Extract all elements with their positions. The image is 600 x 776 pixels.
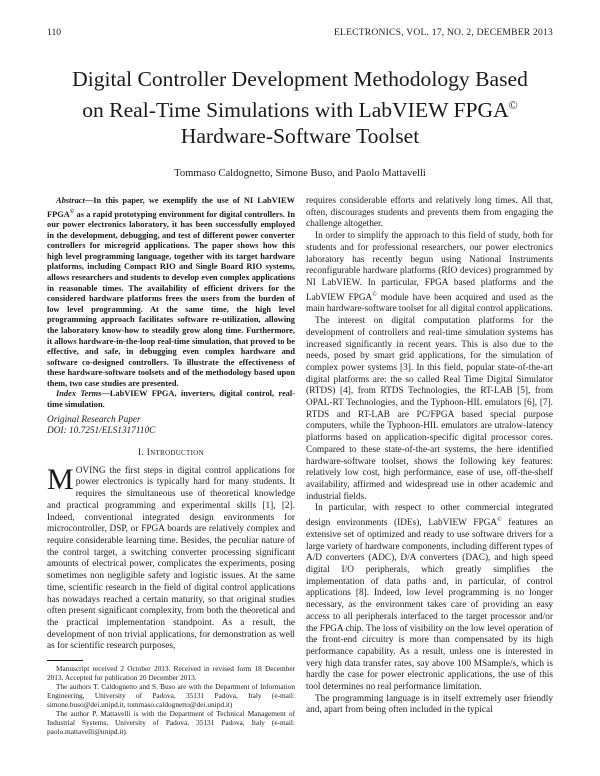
running-header (47, 27, 553, 39)
doi: DOI: 10.7251/ELS1317110C (47, 426, 156, 437)
left-column (47, 196, 295, 736)
author-list: Tommaso Caldognetto, Simone Buso, and Paolo Mattavelli (174, 168, 426, 179)
section-heading: I. Introduction (138, 448, 204, 459)
footnote-authors-2: The author P. Mattavelli is with the Department of Technical Management of Industrial Systems, University of Padova, 35131 Padova, Italy (e-mail: paolo.mattavelli@unipd.it). (47, 709, 295, 737)
title-line-1: Digital Controller Development Methodology Based (72, 67, 528, 91)
intro-paragraph: MOVING the first steps in digital control applications for power electronics is typically hard for many students. It requires the simultaneous use of theoretical knowledge and practical programming and experimental skills [1], [2]. Indeed, conventional integrated design environments for microcontroller, DSP, or FPGA boards are relatively complex and require considerable learning time. Besides, the peculiar nature of the control target, a switching converter processing significant amounts of electrical power, complicates the experiments, posing sometimes non negligible safety and logistic issues. At the same time, scientific research in the field of digital control applications has nowadays reached a certain maturity, so that original studies often present significant complexity, from both the theoretical and the practical implementation standpoint. As a result, the development of non trivial applications, for demonstration as well as for scientific research purposes, (47, 462, 295, 652)
footnote-rule (47, 660, 83, 661)
body-paragraph-4: In particular, with respect to other commercial integrated design environments (IDEs), LabVIEW FPGA© features an extensive set of optimized and ready to use software drivers for a large variety of hardware components, including different types of A/D converters (ADC), D/A converters (DAC), and high speed digital I/O peripherals, which greatly simplifies the implementation of data paths and, in particular, of control applications [8]. Indeed, low level programming is no longer necessary, as the environment takes care of providing an easy access to all peripherals interfaced to the target processor and/or the FPGA chip. The loss of visibility on the low level operation of the front-end circuitry is more than compensated by its high performance capability. As a result, unless one is interested in very high data transfer rates, say above 100 MSample/s, which is hardly the case for power electronic applications, the use of this tool determines no real performance limitation. (306, 503, 554, 693)
title-line-2: on Real-Time Simulations with LabVIEW FPGA© (82, 98, 518, 123)
body-paragraph-5: The programming language is in itself extremely user friendly and, apart from being often included in the typical (306, 693, 553, 716)
page-number: 110 (47, 27, 62, 38)
body-paragraph-3: The interest on digital computation platforms for the development of controllers and real-time simulation systems has increased significantly in recent years. This is also due to the needs, posed by smart grid applications, for the simulation of complex power systems [3]. In this field, popular state-of-the-art digital platforms are: the so called Real Time Digital Simulator (RTDS) [4], from RTDS Technologies, the RT-LAB [5], from OPAL-RT Technologies, and the Typhoon-HIL emulators [6], [7]. RTDS and RT-LAB are PC/FPGA based special purpose computers, while the Typhoon-HIL emulators are utralow-latency platforms based on application-specific digital processor cores. Compared to these state-of-the-art systems, the here identified hardware-software toolset, shows the following key features: relatively low cost, high performance, ease of use, off-the-shelf availability, affirmed and widespread use in other academic and industrial fields. (306, 316, 553, 502)
journal-name: ELECTRONICS, VOL. 17, NO. 2, DECEMBER 2013 (333, 27, 553, 38)
abstract: Abstract—In this paper, we exemplify the use of NI LabVIEW FPGA© as a rapid prototyping environment for digital controllers. In our power electronics laboratory, it has been successfully employed in the development, debugging, and test of different power converter controllers for microgrid applications. The paper shows how this high level programming language, together with its target hardware platforms, including Compact RIO and Single Board RIO systems, allows researchers and students to develop even complex applications in reasonable times. The availability of efficient drivers for the considered hardware platforms frees the users from the burden of low level programming. At the same time, the high level programming approach facilitates software re-utilization, allowing the laboratory know-how to steadily grow along time. Furthermore, it allows hardware-in-the-loop real-time simulation, that proved to be effective, and safe, in debugging even complex hardware and software co-designed controllers. To illustrate the effectiveness of these hardware-software toolsets and of the methodology based upon them, two case studies are presented. (47, 196, 295, 388)
title-line-3: Hardware-Software Toolset (180, 124, 420, 149)
drop-cap: M (47, 462, 74, 496)
right-column (306, 196, 553, 717)
body-paragraph-2: In order to simplify the approach to this field of study, both for students and for professional researchers, our power electronics laboratory has recently begun using National Instruments reconfigurable hardware platforms (RIO devices) programmed by NI LabVIEW. In particular, FPGA based platforms and the LabVIEW FPGA© module have been acquired and used as the main hardware-software toolset for all digital control applications. (306, 231, 553, 315)
copyright-mark: © (508, 98, 518, 112)
body-paragraph-1: requires considerable efforts and relatively long times. All that, often, discourages students and prevents them from engaging the challenge altogether. (306, 196, 553, 230)
paper-title (30, 66, 570, 149)
footnote-received: Manuscript received 2 October 2013. Received in revised form 18 December 2013. Accepted for publication 20 December 2013. (47, 664, 295, 683)
index-terms: Index Terms—LabVIEW FPGA, inverters, digital control, real-time simulation. (47, 389, 295, 410)
footnote-authors-1: The authors T. Caldognetto and S. Buso are with the Department of Information Engineering, University of Padova, 35131 Padova, Italy (e-mail: simone.buso@dei.unipd.it, tommaso.caldognetto@dei.unipd.it) (47, 682, 295, 710)
paper-type: Original Research Paper (47, 414, 141, 425)
